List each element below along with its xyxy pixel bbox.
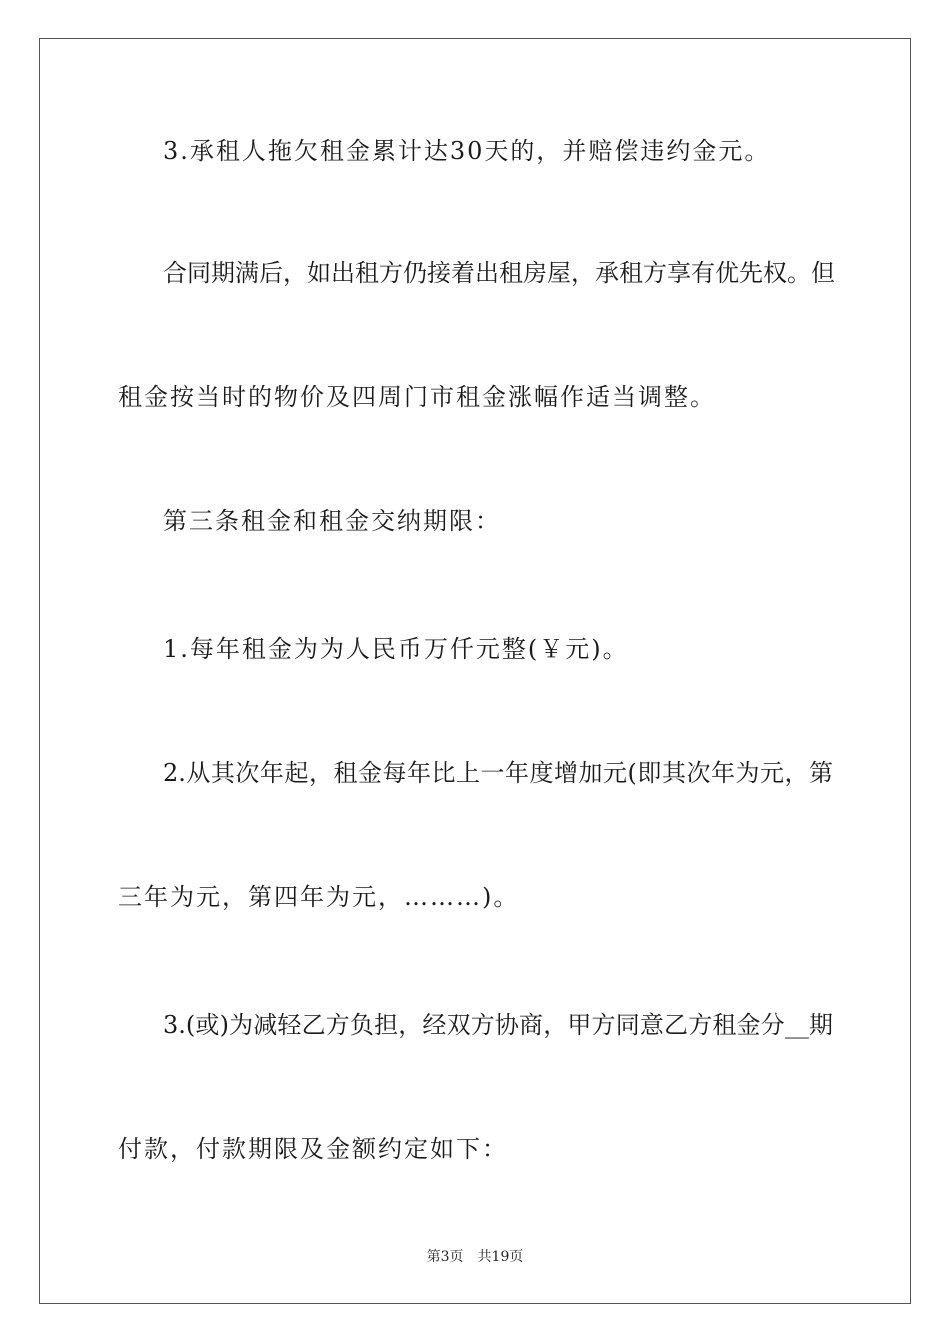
paragraph-line-6: 2.从其次年起，租金每年比上一年度增加元(即其次年为元，第	[163, 759, 833, 787]
paragraph-line-8: 3.(或)为减轻乙方负担，经双方协商，甲方同意乙方租金分__期	[163, 1011, 833, 1039]
page-border	[39, 38, 911, 1304]
paragraph-line-5: 1.每年租金为为人民币万仟元整(￥元)。	[163, 635, 629, 663]
page-footer	[0, 1247, 950, 1267]
page-total: 共19页	[477, 1249, 524, 1265]
paragraph-line-3: 租金按当时的物价及四周门市租金涨幅作适当调整。	[118, 383, 716, 411]
paragraph-line-1: 3.承租人拖欠租金累计达30天的，并赔偿违约金元。	[163, 137, 771, 165]
paragraph-line-9: 付款，付款期限及金额约定如下：	[118, 1135, 508, 1163]
section-heading: 第三条租金和租金交纳期限：	[163, 507, 501, 535]
paragraph-line-2: 合同期满后，如出租方仍接着出租房屋，承租方享有优先权。但	[163, 259, 835, 287]
page-number: 第3页	[426, 1249, 464, 1265]
paragraph-line-7: 三年为元，第四年为元，………)。	[118, 883, 520, 911]
